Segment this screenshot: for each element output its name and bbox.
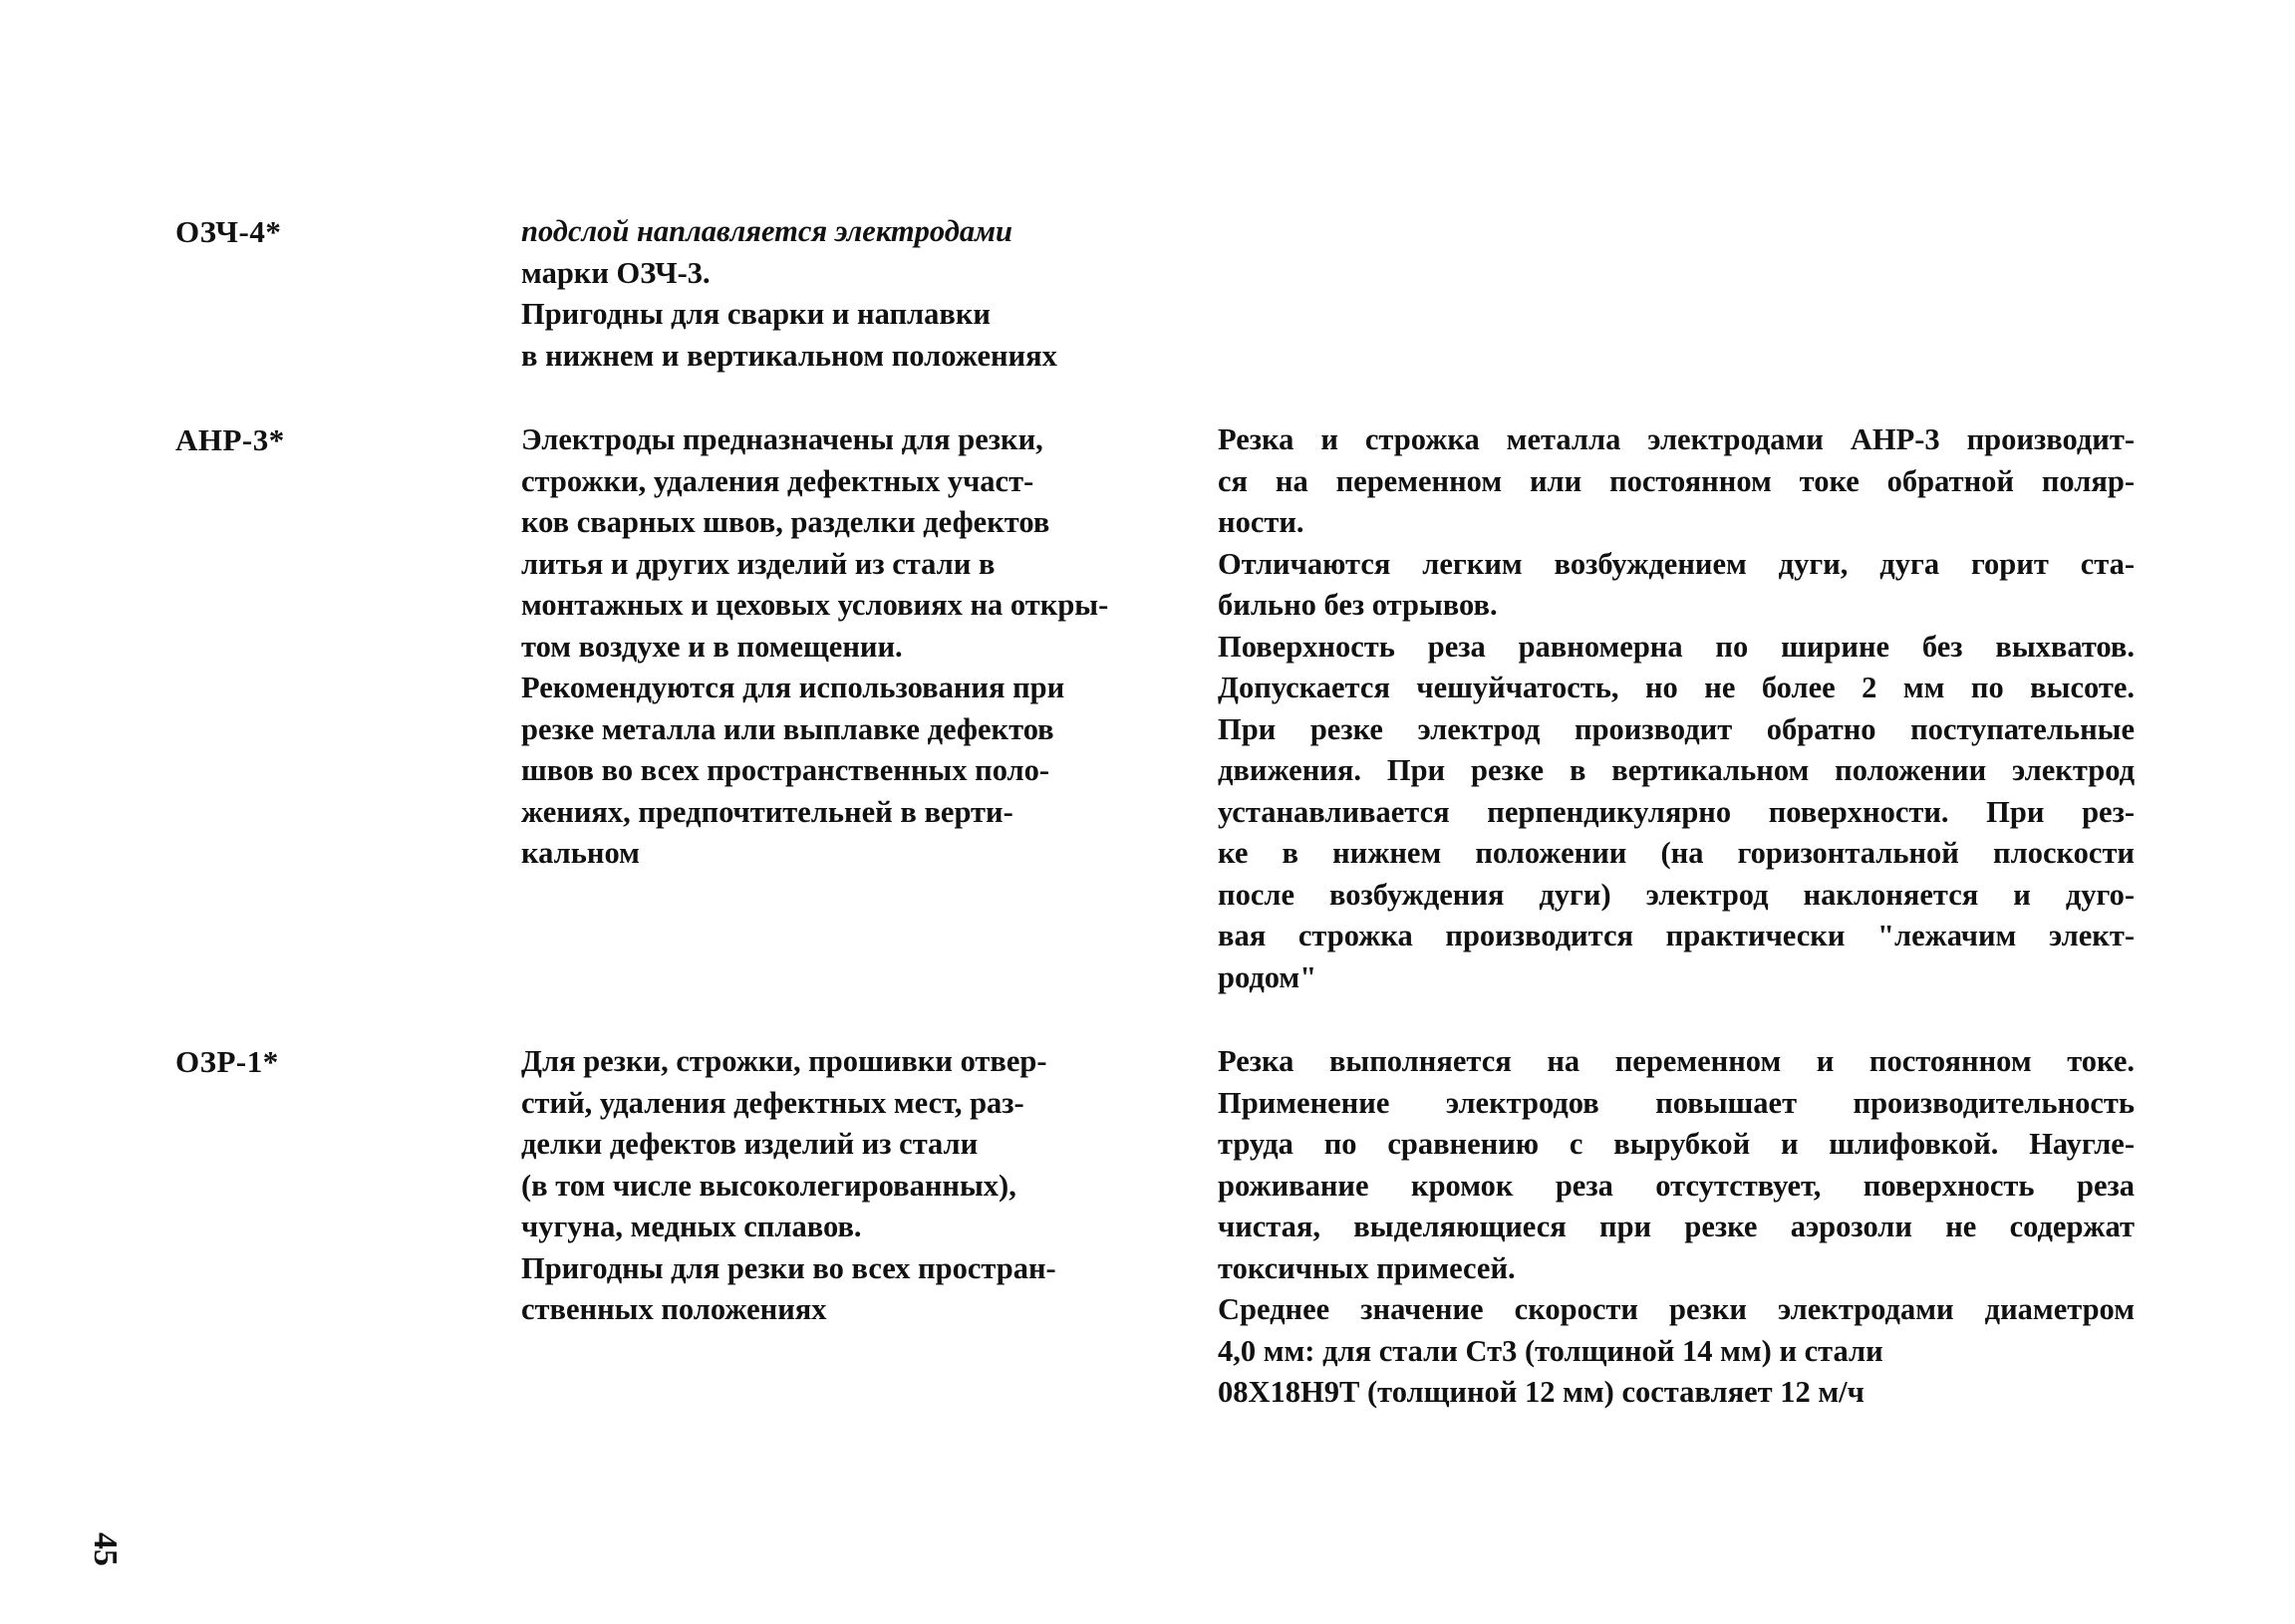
text-line: литья и других изделий из стали в bbox=[521, 546, 996, 581]
electrode-purpose bbox=[521, 419, 1209, 875]
text-line: Применение электродов повышает производительность bbox=[1218, 1085, 2135, 1120]
text-line: Резка и строжка металла электродами АНР-3 производит- bbox=[1218, 422, 2135, 456]
text-line: резке металла или выплавке дефектов bbox=[521, 711, 1054, 746]
text-line: кальном bbox=[521, 836, 640, 870]
text-line: 08Х18Н9Т (толщиной 12 мм) составляет 12 м/ч bbox=[1218, 1375, 1865, 1409]
text-line: марки ОЗЧ-3. bbox=[521, 255, 711, 290]
electrode-notes bbox=[1218, 1041, 2135, 1414]
electrode-brand: ОЗЧ-4* bbox=[175, 214, 282, 249]
text-line: том воздухе и в помещении. bbox=[521, 629, 903, 664]
text-line: монтажных и цеховых условиях на откры- bbox=[521, 588, 1109, 622]
electrode-notes bbox=[1218, 419, 2135, 998]
text-line: устанавливается перпендикулярно поверхности. При рез- bbox=[1218, 794, 2135, 829]
text-line: строжки, удаления дефектных участ- bbox=[521, 463, 1034, 498]
text-line: роживание кромок реза отсутствует, поверхность реза bbox=[1218, 1168, 2135, 1203]
text-line: ственных положениях bbox=[521, 1292, 827, 1326]
text-line: ся на переменном или постоянном токе обратной поляр- bbox=[1218, 463, 2135, 498]
page-number: 45 bbox=[87, 1532, 124, 1566]
text-line: Допускается чешуйчатость, но не более 2 мм по высоте. bbox=[1218, 671, 2135, 704]
text-line: Резка выполняется на переменном и постоянном токе. bbox=[1218, 1044, 2135, 1078]
text-line: (в том числе высоколегированных), bbox=[521, 1168, 1016, 1203]
text-line: ности. bbox=[1218, 505, 1304, 539]
text-line: подслой наплавляется электродами bbox=[521, 214, 1012, 248]
electrode-brand: ОЗР-1* bbox=[175, 1044, 279, 1079]
text-line: бильно без отрывов. bbox=[1218, 588, 1498, 622]
text-line: делки дефектов изделий из стали bbox=[521, 1127, 979, 1161]
text-line: Рекомендуются для использования при bbox=[521, 671, 1065, 704]
text-line: Пригодны для сварки и наплавки bbox=[521, 297, 991, 331]
text-line: Среднее значение скорости резки электродами диаметром bbox=[1218, 1292, 2135, 1326]
text-line: стий, удаления дефектных мест, раз- bbox=[521, 1085, 1024, 1120]
text-line: Для резки, строжки, прошивки отвер- bbox=[521, 1044, 1047, 1078]
electrode-purpose bbox=[521, 1041, 1209, 1331]
text-line: движения. При резке в вертикальном положении электрод bbox=[1218, 753, 2135, 787]
text-line: родом" bbox=[1218, 959, 1317, 994]
text-line: Пригодны для резки во всех простран- bbox=[521, 1250, 1056, 1285]
text-line: в нижнем и вертикальном положениях bbox=[521, 338, 1057, 373]
text-line: чугуна, медных сплавов. bbox=[521, 1210, 862, 1243]
text-line: Электроды предназначены для резки, bbox=[521, 422, 1043, 456]
text-line: швов во всех пространственных поло- bbox=[521, 753, 1050, 787]
text-line: ков сварных швов, разделки дефектов bbox=[521, 505, 1050, 539]
text-line: 4,0 мм: для стали Ст3 (толщиной 14 мм) и стали bbox=[1218, 1333, 1883, 1368]
text-line: Поверхность реза равномерна по ширине без выхватов. bbox=[1218, 629, 2135, 664]
text-line: труда по сравнению с вырубкой и шлифовкой. Наугле- bbox=[1218, 1127, 2135, 1161]
text-line: чистая, выделяющиеся при резке аэрозоли не содержат bbox=[1218, 1210, 2135, 1243]
text-line: токсичных примесей. bbox=[1218, 1250, 1516, 1285]
text-line: ке в нижнем положении (на горизонтальной плоскости bbox=[1218, 836, 2135, 870]
text-line: после возбуждения дуги) электрод наклоняется и дуго- bbox=[1218, 877, 2135, 912]
electrode-brand: АНР-3* bbox=[175, 422, 285, 457]
electrode-purpose bbox=[521, 211, 1209, 377]
text-line: вая строжка производится практически "лежачим элект- bbox=[1218, 919, 2135, 952]
text-line: Отличаются легким возбуждением дуги, дуга горит ста- bbox=[1218, 546, 2135, 581]
text-line: жениях, предпочтительней в верти- bbox=[521, 794, 1013, 829]
text-line: При резке электрод производит обратно поступательные bbox=[1218, 711, 2135, 746]
